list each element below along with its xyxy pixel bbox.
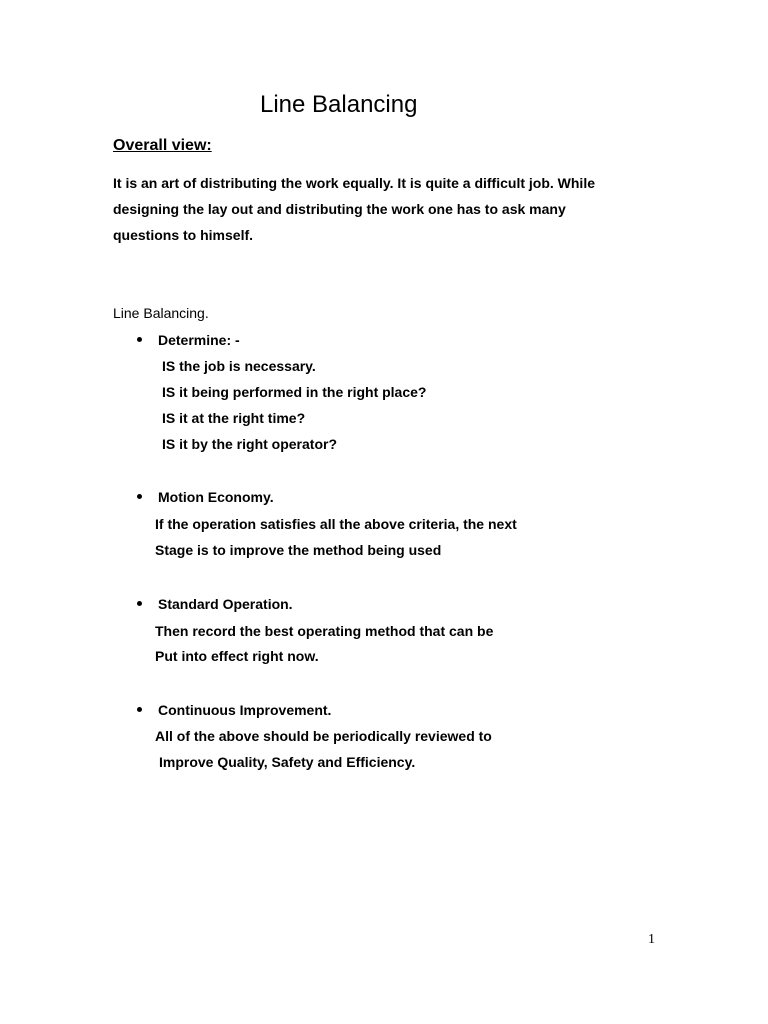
bullet-icon [137,601,142,606]
bullet-line: Put into effect right now. [155,648,319,664]
bullet-icon [137,337,142,342]
bullet-line: Then record the best operating method that can be [155,623,494,639]
bullet-line: IS it by the right operator? [162,436,338,452]
page-number: 1 [648,932,655,947]
bullet-line: If the operation satisfies all the above criteria, the next [155,516,517,532]
bullet-icon [137,707,142,712]
bullet-line: Stage is to improve the method being used [155,542,442,558]
bullet-line: Improve Quality, Safety and Efficiency. [159,754,416,770]
bullet-label: Determine: - [158,332,240,348]
bullet-line: IS it at the right time? [162,410,306,426]
overview-line: questions to himself. [113,227,254,243]
bullet-label: Standard Operation. [158,596,293,612]
section-label: Line Balancing. [113,305,209,321]
bullet-line: IS it being performed in the right place? [162,384,427,400]
bullet-icon [137,494,142,499]
bullet-line: IS the job is necessary. [162,358,316,374]
page-title: Line Balancing [260,91,418,118]
overview-line: It is an art of distributing the work equally. It is quite a difficult job. While [113,175,595,191]
bullet-label: Continuous Improvement. [158,702,332,718]
overview-heading: Overall view: [113,137,212,154]
bullet-line: All of the above should be periodically reviewed to [155,728,492,744]
bullet-label: Motion Economy. [158,489,274,505]
overview-line: designing the lay out and distributing the work one has to ask many [113,201,566,217]
